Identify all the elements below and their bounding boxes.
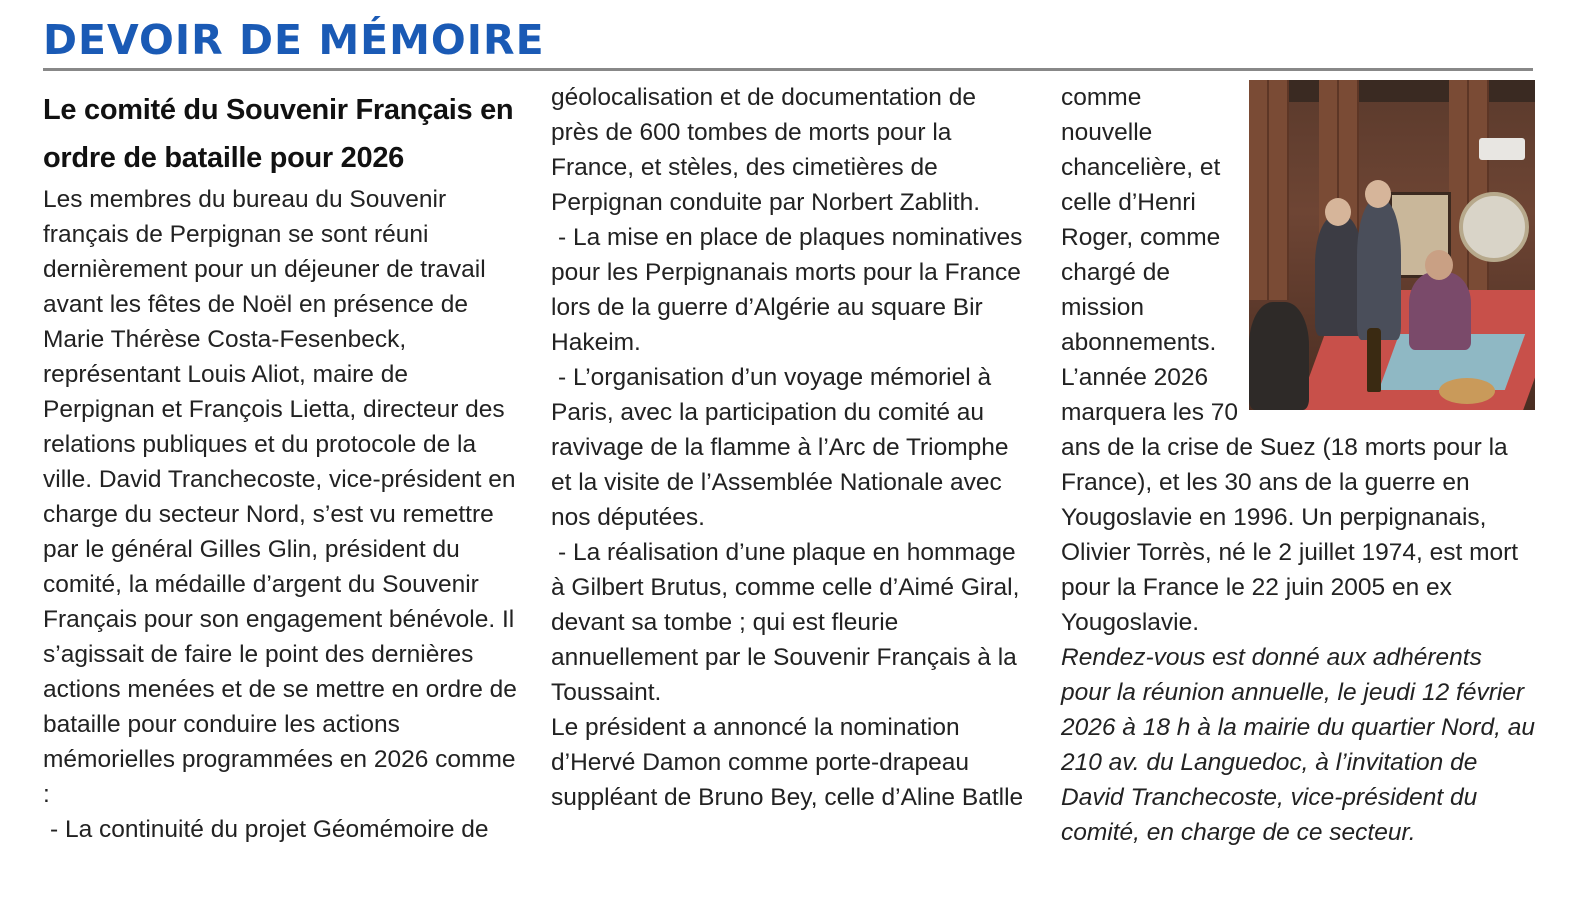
column-1 bbox=[43, 80, 521, 847]
emblem-shape bbox=[1459, 192, 1529, 262]
bullet-brutus: - La réalisation d’une plaque en hommage à Gilbert Brutus, comme celle d’Aimé Giral, devant sa tombe ; qui est fleurie annuellement par le Souvenir Français à la Toussaint. bbox=[551, 539, 1020, 706]
nomination-paragraph-start: Le président a annoncé la nomination d’Hervé Damon comme porte-drapeau suppléant de Bruno Bey, celle d’Aline Batlle bbox=[551, 714, 1024, 811]
article-photo bbox=[1249, 80, 1535, 410]
column-2 bbox=[551, 80, 1026, 815]
bottle-shape bbox=[1367, 328, 1381, 392]
bullet-voyage: - L’organisation d’un voyage mémoriel à Paris, avec la participation du comité au ravivage de la flamme à l’Arc de Triomphe et la visite de l’Assemblée Nationale avec nos députées. bbox=[551, 364, 1009, 531]
nomination-paragraph-end: comme nouvelle chancelière, et celle d’Henri Roger, comme chargé de mission abonnements. bbox=[1061, 84, 1221, 356]
article-intro: Les membres du bureau du Souvenir français de Perpignan se sont réuni dernièrement pour un déjeuner de travail avant les fêtes de Noël en présence de Marie Thérèse Costa-Fesenbeck, représentant Louis Aliot, maire de Perpignan et François Lietta, directeur des relations publiques et du protocole de la ville. David Tranchecoste, vice-président en charge du secteur Nord, s’est vu remettre par le général Gilles Glin, président du comité, la médaille d’argent du Souvenir Français pour son engagement bénévole. Il s’agissait de faire le point des dernières actions menées et de se mettre en ordre de bataille pour conduire les actions mémorielles programmées en 2026 comme : bbox=[43, 186, 517, 808]
person-shape bbox=[1315, 216, 1363, 336]
bullet-geomemoire-end: géolocalisation et de documentation de près de 600 tombes de morts pour la France, et stèles, des cimetières de Perpignan conduite par Norbert Zablith. bbox=[551, 84, 981, 216]
person-shape bbox=[1409, 272, 1471, 350]
article-headline: Le comité du Souvenir Français en ordre de bataille pour 2026 bbox=[43, 94, 514, 174]
invitation-paragraph: Rendez-vous est donné aux adhérents pour la réunion annuelle, le jeudi 12 février 2026 à 18 h à la mairie du quartier Nord, au 210 av. du Languedoc, à l’invitation de David Tranchecoste, vice-président du comité, en charge de ce secteur. bbox=[1061, 644, 1535, 846]
header-rule bbox=[43, 68, 1533, 71]
bread-shape bbox=[1439, 378, 1495, 404]
bullet-plaques: - La mise en place de plaques nominatives pour les Perpignanais morts pour la France lors de la guerre d’Algérie au square Bir Hakeim. bbox=[551, 224, 1023, 356]
air-conditioner-shape bbox=[1479, 138, 1525, 160]
bullet-geomemoire-start: - La continuité du projet Géomémoire de bbox=[50, 816, 489, 843]
person-shape bbox=[1249, 302, 1309, 410]
year-paragraph: L’année 2026 marquera les 70 ans de la crise de Suez (18 morts pour la France), et les 30 ans de la guerre en Yougoslavie en 1996. Un perpignanais, Olivier Torrès, né le 2 juillet 1974, est mort pour la France le 22 juin 2005 en ex Yougoslavie. bbox=[1061, 364, 1519, 636]
person-shape bbox=[1357, 200, 1401, 340]
section-rubric: DEVOIR DE MÉMOIRE bbox=[43, 16, 545, 64]
column-3 bbox=[1061, 80, 1535, 850]
